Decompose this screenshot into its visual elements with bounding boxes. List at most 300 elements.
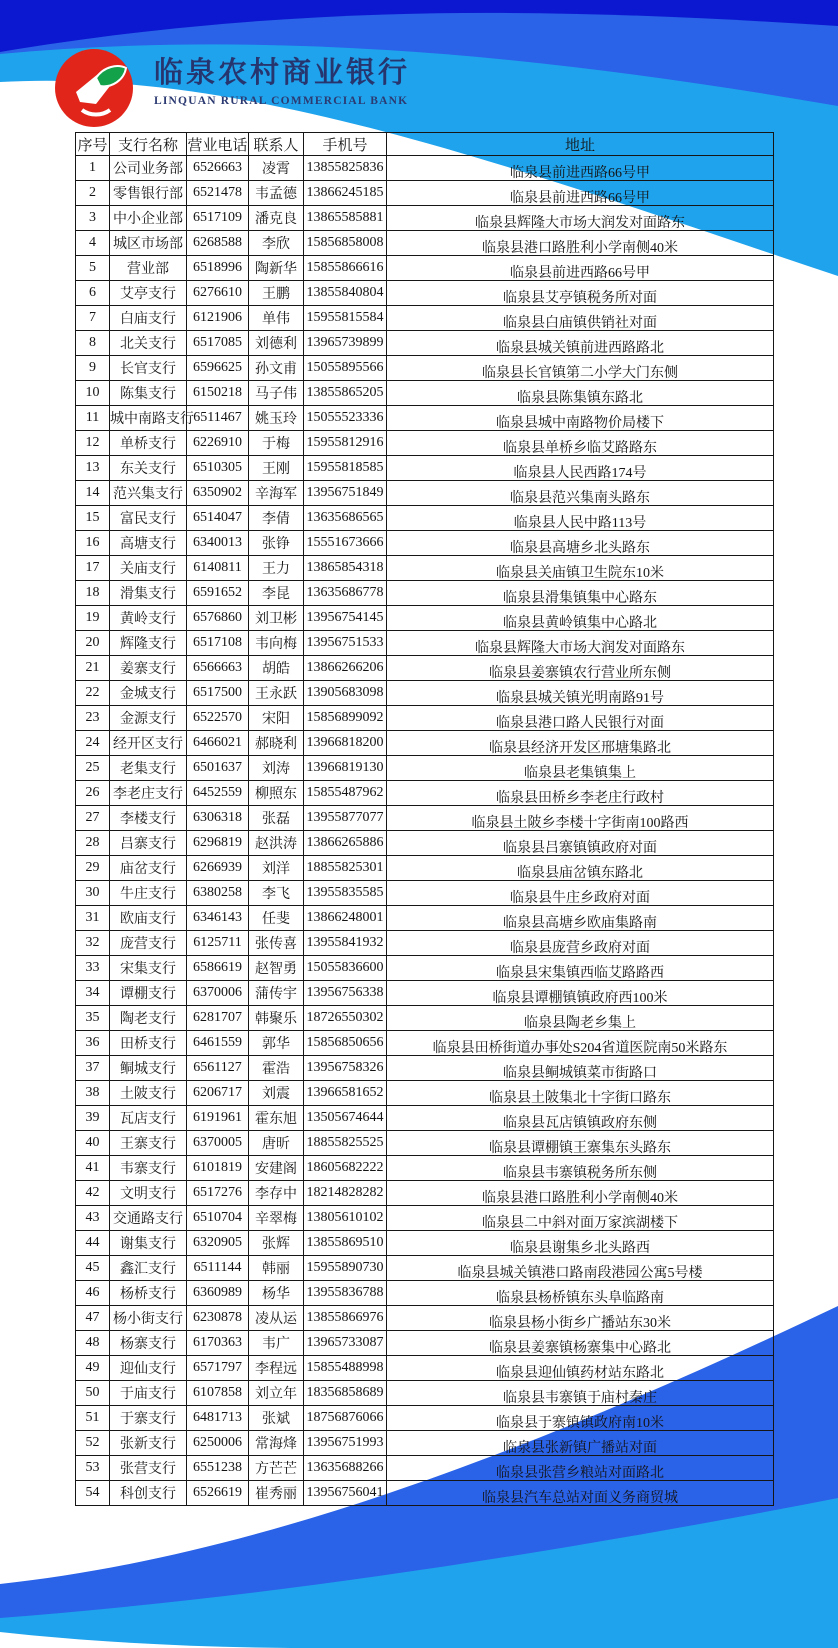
cell-business-phone: 6140811 — [187, 556, 249, 581]
cell-mobile-number: 13865585881 — [304, 206, 387, 231]
cell-address: 临泉县辉隆大市场大润发对面路东 — [387, 206, 774, 231]
cell-mobile-number: 15855866616 — [304, 256, 387, 281]
cell-index: 50 — [76, 1381, 110, 1406]
cell-branch-name: 李老庄支行 — [110, 781, 187, 806]
cell-index: 52 — [76, 1431, 110, 1456]
cell-contact-name: 李欣 — [249, 231, 304, 256]
cell-index: 32 — [76, 931, 110, 956]
cell-branch-name: 北关支行 — [110, 331, 187, 356]
bank-name-english: LINQUAN RURAL COMMERCIAL BANK — [154, 94, 409, 107]
cell-mobile-number: 18605682222 — [304, 1156, 387, 1181]
cell-business-phone: 6511467 — [187, 406, 249, 431]
branch-table — [75, 132, 774, 1506]
column-header-5: 地址 — [387, 133, 774, 156]
cell-mobile-number: 18214828282 — [304, 1181, 387, 1206]
cell-branch-name: 经开区支行 — [110, 731, 187, 756]
cell-branch-name: 于寨支行 — [110, 1406, 187, 1431]
table-row — [76, 606, 774, 631]
cell-mobile-number: 13905683098 — [304, 681, 387, 706]
cell-business-phone: 6191961 — [187, 1106, 249, 1131]
cell-contact-name: 崔秀丽 — [249, 1481, 304, 1506]
cell-contact-name: 韦向梅 — [249, 631, 304, 656]
cell-address: 临泉县城关镇光明南路91号 — [387, 681, 774, 706]
cell-contact-name: 杨华 — [249, 1281, 304, 1306]
cell-business-phone: 6466021 — [187, 731, 249, 756]
cell-mobile-number: 13505674644 — [304, 1106, 387, 1131]
cell-business-phone: 6591652 — [187, 581, 249, 606]
table-row — [76, 281, 774, 306]
table-row — [76, 1106, 774, 1131]
cell-mobile-number: 13955836788 — [304, 1281, 387, 1306]
cell-address: 临泉县庙岔镇东路北 — [387, 856, 774, 881]
cell-contact-name: 李昆 — [249, 581, 304, 606]
cell-contact-name: 王力 — [249, 556, 304, 581]
cell-business-phone: 6517109 — [187, 206, 249, 231]
cell-branch-name: 姜寨支行 — [110, 656, 187, 681]
cell-address: 临泉县前进西路66号甲 — [387, 181, 774, 206]
cell-branch-name: 城区市场部 — [110, 231, 187, 256]
cell-contact-name: 刘卫彬 — [249, 606, 304, 631]
cell-address: 临泉县城关镇前进西路路北 — [387, 331, 774, 356]
cell-mobile-number: 13956751849 — [304, 481, 387, 506]
table-row — [76, 1406, 774, 1431]
cell-index: 22 — [76, 681, 110, 706]
cell-branch-name: 老集支行 — [110, 756, 187, 781]
cell-index: 40 — [76, 1131, 110, 1156]
cell-index: 2 — [76, 181, 110, 206]
table-row — [76, 856, 774, 881]
branch-table-body — [76, 156, 774, 1506]
table-row — [76, 1306, 774, 1331]
cell-mobile-number: 13855869510 — [304, 1231, 387, 1256]
cell-mobile-number: 15055836600 — [304, 956, 387, 981]
cell-mobile-number: 15955818585 — [304, 456, 387, 481]
cell-branch-name: 鲖城支行 — [110, 1056, 187, 1081]
table-row — [76, 756, 774, 781]
cell-mobile-number: 13966819130 — [304, 756, 387, 781]
cell-contact-name: 孙文甫 — [249, 356, 304, 381]
table-row — [76, 706, 774, 731]
cell-address: 临泉县谢集乡北头路西 — [387, 1231, 774, 1256]
cell-contact-name: 柳照东 — [249, 781, 304, 806]
cell-address: 临泉县高塘乡欧庙集路南 — [387, 906, 774, 931]
cell-address: 临泉县韦寨镇税务所东侧 — [387, 1156, 774, 1181]
cell-address: 临泉县谭棚镇王寨集东头路东 — [387, 1131, 774, 1156]
cell-business-phone: 6571797 — [187, 1356, 249, 1381]
cell-branch-name: 东关支行 — [110, 456, 187, 481]
cell-branch-name: 吕寨支行 — [110, 831, 187, 856]
cell-mobile-number: 13955877077 — [304, 806, 387, 831]
cell-address: 临泉县老集镇集上 — [387, 756, 774, 781]
cell-contact-name: 宋阳 — [249, 706, 304, 731]
table-row — [76, 956, 774, 981]
cell-business-phone: 6101819 — [187, 1156, 249, 1181]
table-row — [76, 1056, 774, 1081]
cell-address: 临泉县韦寨镇于庙村秦庄 — [387, 1381, 774, 1406]
cell-branch-name: 宋集支行 — [110, 956, 187, 981]
cell-address: 临泉县长官镇第二小学大门东侧 — [387, 356, 774, 381]
cell-mobile-number: 13855825836 — [304, 156, 387, 181]
cell-mobile-number: 13855865205 — [304, 381, 387, 406]
cell-mobile-number: 13855840804 — [304, 281, 387, 306]
table-row — [76, 1156, 774, 1181]
cell-index: 11 — [76, 406, 110, 431]
cell-contact-name: 凌从运 — [249, 1306, 304, 1331]
cell-index: 53 — [76, 1456, 110, 1481]
table-row — [76, 906, 774, 931]
cell-branch-name: 富民支行 — [110, 506, 187, 531]
table-row — [76, 206, 774, 231]
cell-contact-name: 李程远 — [249, 1356, 304, 1381]
cell-address: 临泉县艾亭镇税务所对面 — [387, 281, 774, 306]
cell-address: 临泉县经济开发区邢塘集路北 — [387, 731, 774, 756]
cell-contact-name: 张磊 — [249, 806, 304, 831]
cell-branch-name: 金源支行 — [110, 706, 187, 731]
cell-business-phone: 6320905 — [187, 1231, 249, 1256]
cell-contact-name: 王鹏 — [249, 281, 304, 306]
cell-business-phone: 6526663 — [187, 156, 249, 181]
cell-branch-name: 庙岔支行 — [110, 856, 187, 881]
column-header-0: 序号 — [76, 133, 110, 156]
cell-contact-name: 李倩 — [249, 506, 304, 531]
cell-mobile-number: 13965739899 — [304, 331, 387, 356]
cell-branch-name: 艾亭支行 — [110, 281, 187, 306]
cell-index: 37 — [76, 1056, 110, 1081]
table-row — [76, 731, 774, 756]
cell-contact-name: 马子伟 — [249, 381, 304, 406]
cell-branch-name: 金城支行 — [110, 681, 187, 706]
cell-branch-name: 范兴集支行 — [110, 481, 187, 506]
cell-address: 临泉县滑集镇集中心路东 — [387, 581, 774, 606]
cell-address: 临泉县范兴集南头路东 — [387, 481, 774, 506]
cell-branch-name: 庞营支行 — [110, 931, 187, 956]
table-row — [76, 1256, 774, 1281]
cell-contact-name: 韦广 — [249, 1331, 304, 1356]
cell-business-phone: 6370005 — [187, 1131, 249, 1156]
cell-mobile-number: 15055523336 — [304, 406, 387, 431]
cell-contact-name: 刘涛 — [249, 756, 304, 781]
table-row — [76, 656, 774, 681]
cell-branch-name: 杨寨支行 — [110, 1331, 187, 1356]
cell-address: 临泉县港口路胜利小学南侧40米 — [387, 231, 774, 256]
cell-index: 18 — [76, 581, 110, 606]
cell-business-phone: 6452559 — [187, 781, 249, 806]
cell-mobile-number: 15055895566 — [304, 356, 387, 381]
table-row — [76, 1006, 774, 1031]
cell-branch-name: 张新支行 — [110, 1431, 187, 1456]
table-row — [76, 181, 774, 206]
cell-index: 43 — [76, 1206, 110, 1231]
cell-index: 16 — [76, 531, 110, 556]
cell-contact-name: 霍浩 — [249, 1056, 304, 1081]
cell-mobile-number: 13865854318 — [304, 556, 387, 581]
cell-contact-name: 潘克良 — [249, 206, 304, 231]
cell-address: 临泉县人民中路113号 — [387, 506, 774, 531]
cell-business-phone: 6517108 — [187, 631, 249, 656]
table-row — [76, 881, 774, 906]
cell-branch-name: 交通路支行 — [110, 1206, 187, 1231]
cell-contact-name: 刘震 — [249, 1081, 304, 1106]
cell-mobile-number: 13966818200 — [304, 731, 387, 756]
cell-branch-name: 白庙支行 — [110, 306, 187, 331]
table-row — [76, 806, 774, 831]
cell-index: 44 — [76, 1231, 110, 1256]
cell-business-phone: 6360989 — [187, 1281, 249, 1306]
cell-mobile-number: 18855825301 — [304, 856, 387, 881]
cell-address: 临泉县田桥乡李老庄行政村 — [387, 781, 774, 806]
cell-index: 54 — [76, 1481, 110, 1506]
cell-business-phone: 6296819 — [187, 831, 249, 856]
cell-address: 临泉县吕寨镇镇政府对面 — [387, 831, 774, 856]
cell-mobile-number: 13956751993 — [304, 1431, 387, 1456]
cell-contact-name: 张铮 — [249, 531, 304, 556]
table-row — [76, 231, 774, 256]
cell-mobile-number: 13866245185 — [304, 181, 387, 206]
cell-contact-name: 王永跃 — [249, 681, 304, 706]
cell-index: 14 — [76, 481, 110, 506]
table-row — [76, 556, 774, 581]
cell-contact-name: 安建阁 — [249, 1156, 304, 1181]
cell-business-phone: 6170363 — [187, 1331, 249, 1356]
cell-branch-name: 于庙支行 — [110, 1381, 187, 1406]
cell-index: 24 — [76, 731, 110, 756]
cell-branch-name: 单桥支行 — [110, 431, 187, 456]
cell-business-phone: 6380258 — [187, 881, 249, 906]
cell-branch-name: 田桥支行 — [110, 1031, 187, 1056]
cell-index: 12 — [76, 431, 110, 456]
table-row — [76, 781, 774, 806]
cell-branch-name: 牛庄支行 — [110, 881, 187, 906]
cell-contact-name: 郭华 — [249, 1031, 304, 1056]
bank-logo-icon — [52, 40, 136, 134]
cell-address: 临泉县高塘乡北头路东 — [387, 531, 774, 556]
cell-contact-name: 赵智勇 — [249, 956, 304, 981]
cell-mobile-number: 13955835585 — [304, 881, 387, 906]
branch-directory — [75, 132, 774, 1506]
bank-name-chinese: 临泉农村商业银行 — [154, 57, 411, 89]
table-row — [76, 481, 774, 506]
cell-index: 46 — [76, 1281, 110, 1306]
cell-index: 39 — [76, 1106, 110, 1131]
cell-branch-name: 杨小街支行 — [110, 1306, 187, 1331]
table-row — [76, 681, 774, 706]
table-row — [76, 1456, 774, 1481]
cell-mobile-number: 13956756041 — [304, 1481, 387, 1506]
cell-branch-name: 中小企业部 — [110, 206, 187, 231]
cell-business-phone: 6526619 — [187, 1481, 249, 1506]
cell-branch-name: 科创支行 — [110, 1481, 187, 1506]
cell-business-phone: 6346143 — [187, 906, 249, 931]
cell-business-phone: 6576860 — [187, 606, 249, 631]
cell-mobile-number: 13966581652 — [304, 1081, 387, 1106]
table-row — [76, 406, 774, 431]
cell-branch-name: 张营支行 — [110, 1456, 187, 1481]
cell-business-phone: 6121906 — [187, 306, 249, 331]
cell-contact-name: 刘德利 — [249, 331, 304, 356]
cell-address: 临泉县城关镇港口路南段港园公寓5号楼 — [387, 1256, 774, 1281]
cell-mobile-number: 18756876066 — [304, 1406, 387, 1431]
table-row — [76, 156, 774, 181]
cell-branch-name: 杨桥支行 — [110, 1281, 187, 1306]
cell-address: 临泉县张营乡粮站对面路北 — [387, 1456, 774, 1481]
cell-contact-name: 刘洋 — [249, 856, 304, 881]
cell-address: 临泉县瓦店镇镇政府东侧 — [387, 1106, 774, 1131]
cell-business-phone: 6370006 — [187, 981, 249, 1006]
cell-contact-name: 张辉 — [249, 1231, 304, 1256]
cell-contact-name: 韩聚乐 — [249, 1006, 304, 1031]
cell-branch-name: 零售银行部 — [110, 181, 187, 206]
cell-mobile-number: 13866248001 — [304, 906, 387, 931]
table-row — [76, 981, 774, 1006]
cell-mobile-number: 15856858008 — [304, 231, 387, 256]
table-row — [76, 1481, 774, 1506]
cell-index: 29 — [76, 856, 110, 881]
cell-address: 临泉县张新镇广播站对面 — [387, 1431, 774, 1456]
cell-address: 临泉县牛庄乡政府对面 — [387, 881, 774, 906]
cell-address: 临泉县田桥街道办事处S204省道医院南50米路东 — [387, 1031, 774, 1056]
cell-business-phone: 6517500 — [187, 681, 249, 706]
cell-business-phone: 6276610 — [187, 281, 249, 306]
cell-index: 23 — [76, 706, 110, 731]
table-row — [76, 1081, 774, 1106]
cell-business-phone: 6107858 — [187, 1381, 249, 1406]
cell-business-phone: 6461559 — [187, 1031, 249, 1056]
cell-mobile-number: 18855825525 — [304, 1131, 387, 1156]
cell-address: 临泉县土陂乡李楼十字街南100路西 — [387, 806, 774, 831]
cell-address: 临泉县城中南路物价局楼下 — [387, 406, 774, 431]
table-row — [76, 1356, 774, 1381]
table-row — [76, 256, 774, 281]
table-row — [76, 381, 774, 406]
cell-mobile-number: 15855488998 — [304, 1356, 387, 1381]
cell-contact-name: 辛翠梅 — [249, 1206, 304, 1231]
cell-address: 临泉县前进西路66号甲 — [387, 156, 774, 181]
cell-business-phone: 6522570 — [187, 706, 249, 731]
cell-mobile-number: 15856850656 — [304, 1031, 387, 1056]
cell-business-phone: 6514047 — [187, 506, 249, 531]
cell-address: 临泉县陈集镇东路北 — [387, 381, 774, 406]
cell-address: 临泉县人民西路174号 — [387, 456, 774, 481]
cell-index: 27 — [76, 806, 110, 831]
cell-business-phone: 6281707 — [187, 1006, 249, 1031]
cell-index: 6 — [76, 281, 110, 306]
table-row — [76, 1331, 774, 1356]
cell-business-phone: 6481713 — [187, 1406, 249, 1431]
cell-branch-name: 迎仙支行 — [110, 1356, 187, 1381]
cell-mobile-number: 13956756338 — [304, 981, 387, 1006]
cell-index: 28 — [76, 831, 110, 856]
cell-business-phone: 6150218 — [187, 381, 249, 406]
cell-contact-name: 任斐 — [249, 906, 304, 931]
table-row — [76, 506, 774, 531]
cell-branch-name: 陶老支行 — [110, 1006, 187, 1031]
cell-mobile-number: 18726550302 — [304, 1006, 387, 1031]
cell-branch-name: 关庙支行 — [110, 556, 187, 581]
cell-index: 1 — [76, 156, 110, 181]
cell-branch-name: 高塘支行 — [110, 531, 187, 556]
cell-contact-name: 郝晓利 — [249, 731, 304, 756]
cell-index: 25 — [76, 756, 110, 781]
cell-business-phone: 6517085 — [187, 331, 249, 356]
cell-business-phone: 6226910 — [187, 431, 249, 456]
cell-address: 临泉县姜寨镇杨寨集中心路北 — [387, 1331, 774, 1356]
cell-mobile-number: 13956754145 — [304, 606, 387, 631]
cell-branch-name: 土陂支行 — [110, 1081, 187, 1106]
table-header-row — [76, 133, 774, 156]
cell-mobile-number: 13635688266 — [304, 1456, 387, 1481]
cell-index: 49 — [76, 1356, 110, 1381]
cell-index: 21 — [76, 656, 110, 681]
cell-address: 临泉县前进西路66号甲 — [387, 256, 774, 281]
cell-address: 临泉县二中斜对面万家滨湖楼下 — [387, 1206, 774, 1231]
cell-contact-name: 唐昕 — [249, 1131, 304, 1156]
table-row — [76, 831, 774, 856]
cell-index: 51 — [76, 1406, 110, 1431]
cell-address: 临泉县迎仙镇药材站东路北 — [387, 1356, 774, 1381]
cell-contact-name: 常海烽 — [249, 1431, 304, 1456]
cell-contact-name: 于梅 — [249, 431, 304, 456]
cell-business-phone: 6517276 — [187, 1181, 249, 1206]
cell-index: 41 — [76, 1156, 110, 1181]
cell-contact-name: 李飞 — [249, 881, 304, 906]
table-row — [76, 431, 774, 456]
cell-mobile-number: 13956751533 — [304, 631, 387, 656]
cell-business-phone: 6206717 — [187, 1081, 249, 1106]
column-header-2: 营业电话 — [187, 133, 249, 156]
cell-contact-name: 陶新华 — [249, 256, 304, 281]
cell-contact-name: 姚玉玲 — [249, 406, 304, 431]
cell-address: 临泉县谭棚镇镇政府西100米 — [387, 981, 774, 1006]
cell-mobile-number: 13866265886 — [304, 831, 387, 856]
cell-contact-name: 张斌 — [249, 1406, 304, 1431]
cell-branch-name: 鑫汇支行 — [110, 1256, 187, 1281]
cell-branch-name: 公司业务部 — [110, 156, 187, 181]
table-row — [76, 531, 774, 556]
cell-index: 35 — [76, 1006, 110, 1031]
cell-business-phone: 6501637 — [187, 756, 249, 781]
cell-index: 31 — [76, 906, 110, 931]
cell-business-phone: 6350902 — [187, 481, 249, 506]
cell-address: 临泉县汽车总站对面义务商贸城 — [387, 1481, 774, 1506]
cell-index: 38 — [76, 1081, 110, 1106]
cell-branch-name: 滑集支行 — [110, 581, 187, 606]
cell-business-phone: 6521478 — [187, 181, 249, 206]
cell-branch-name: 瓦店支行 — [110, 1106, 187, 1131]
cell-address: 临泉县杨桥镇东头阜临路南 — [387, 1281, 774, 1306]
cell-contact-name: 胡皓 — [249, 656, 304, 681]
cell-mobile-number: 13965733087 — [304, 1331, 387, 1356]
cell-business-phone: 6511144 — [187, 1256, 249, 1281]
cell-address: 临泉县庞营乡政府对面 — [387, 931, 774, 956]
cell-index: 9 — [76, 356, 110, 381]
cell-index: 34 — [76, 981, 110, 1006]
cell-branch-name: 城中南路支行 — [110, 406, 187, 431]
cell-business-phone: 6551238 — [187, 1456, 249, 1481]
cell-index: 4 — [76, 231, 110, 256]
cell-address: 临泉县黄岭镇集中心路北 — [387, 606, 774, 631]
cell-index: 19 — [76, 606, 110, 631]
table-row — [76, 1131, 774, 1156]
cell-mobile-number: 13855866976 — [304, 1306, 387, 1331]
cell-address: 临泉县杨小街乡广播站东30米 — [387, 1306, 774, 1331]
table-row — [76, 631, 774, 656]
cell-index: 33 — [76, 956, 110, 981]
cell-contact-name: 刘立年 — [249, 1381, 304, 1406]
table-row — [76, 331, 774, 356]
cell-index: 17 — [76, 556, 110, 581]
cell-address: 临泉县白庙镇供销社对面 — [387, 306, 774, 331]
cell-contact-name: 凌霄 — [249, 156, 304, 181]
